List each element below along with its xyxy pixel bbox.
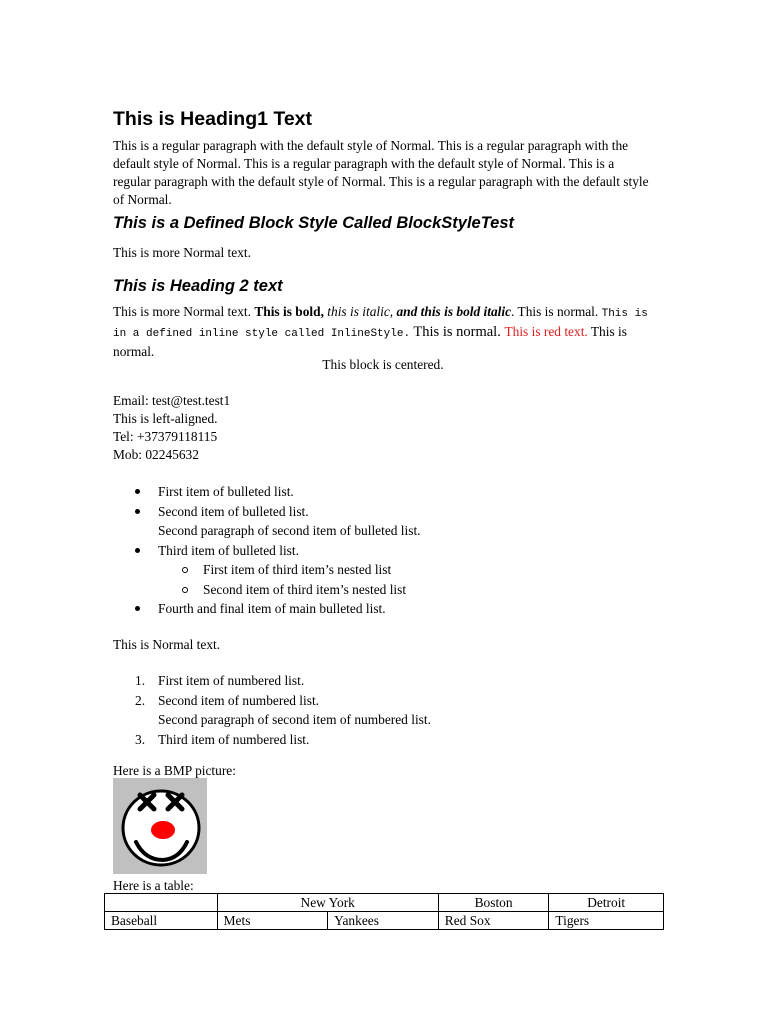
- table-cell: Yankees: [328, 912, 439, 930]
- bmp-label: Here is a BMP picture:: [113, 763, 236, 778]
- table-cell: Baseball: [105, 912, 218, 930]
- clown-face-icon: [113, 778, 207, 874]
- tel-line: Tel: +37379118115: [113, 429, 218, 444]
- block-style-heading: This is a Defined Block Style Called BlockStyleTest: [113, 214, 515, 232]
- bulleted-list: [113, 482, 673, 619]
- italic-run: this is italic,: [327, 304, 397, 319]
- centered-block: This block is centered.: [322, 357, 444, 372]
- bold-italic-run: and this is bold italic: [396, 304, 512, 319]
- left-aligned-line: This is left-aligned.: [113, 411, 218, 426]
- table-cell: [105, 894, 218, 912]
- circle-bullet-icon: [182, 587, 188, 593]
- list-item-text: First item of third item’s nested list: [203, 562, 392, 577]
- clown-face-image: [113, 778, 207, 874]
- contact-block: [113, 392, 230, 464]
- bullet-icon: [135, 548, 140, 553]
- numbered-list: [113, 671, 673, 749]
- list-item-text: Second item of third item’s nested list: [203, 581, 407, 597]
- heading2: This is Heading 2 text: [113, 277, 283, 295]
- list-item-text: Second paragraph of second item of numbered list.: [158, 712, 431, 727]
- list-item-text: Fourth and final item of main bulleted list.: [158, 601, 386, 616]
- list-number: 3.: [135, 731, 146, 747]
- list-item: [113, 599, 673, 619]
- list-number: 2.: [135, 692, 146, 708]
- normal-run: This is more Normal text.: [113, 304, 255, 319]
- list-item-text: Third item of numbered list.: [158, 731, 310, 747]
- list-item: [113, 730, 673, 750]
- normal-run: This is normal.: [113, 324, 627, 359]
- table-cell: Detroit: [549, 894, 664, 912]
- nested-list-item: [113, 580, 673, 600]
- table-cell: New York: [217, 894, 438, 912]
- list-item: [113, 541, 673, 561]
- list-item: [113, 691, 673, 711]
- table-label: Here is a table:: [113, 878, 194, 893]
- mob-line: Mob: 02245632: [113, 447, 199, 462]
- list-item-text: First item of numbered list.: [158, 673, 305, 688]
- inline-style-run: This is in a defined inline style called InlineStyle.: [113, 308, 648, 340]
- circle-bullet-icon: [182, 567, 188, 573]
- data-table: [104, 893, 664, 930]
- list-item: [113, 502, 673, 522]
- bullet-icon: [135, 606, 140, 611]
- table-cell: Mets: [217, 912, 328, 930]
- list-item: [113, 671, 673, 691]
- bullet-icon: [135, 509, 140, 514]
- heading1: This is Heading1 Text: [113, 108, 313, 130]
- table-row: [105, 912, 664, 930]
- table-cell: Tigers: [549, 912, 664, 930]
- list-number: 1.: [135, 673, 146, 688]
- more-normal-text: This is more Normal text.: [113, 245, 251, 260]
- table-row: [105, 894, 664, 912]
- email-line: Email: test@test.test1: [113, 393, 231, 408]
- normal-run: This is normal.: [410, 324, 505, 340]
- list-item: [113, 482, 673, 502]
- list-item-text: First item of bulleted list.: [158, 484, 294, 499]
- list-item-paragraph: [113, 521, 673, 541]
- list-item-paragraph: [113, 710, 673, 730]
- list-item-text: Second paragraph of second item of bulleted list.: [158, 523, 421, 538]
- list-item-text: Second item of bulleted list.: [158, 503, 309, 519]
- red-text-run: This is red text.: [504, 324, 588, 339]
- table-cell: Boston: [438, 894, 549, 912]
- normal-text: This is Normal text.: [113, 637, 221, 652]
- normal-paragraph: This is a regular paragraph with the default style of Normal. This is a regular paragraph with the default style of Normal. This is a regular paragraph with the default style of Normal. This is a regular paragraph with the default style of Normal. This is a regular paragraph with the default style of Normal.: [113, 138, 649, 207]
- list-item-text: Third item of bulleted list.: [158, 542, 299, 558]
- nested-list-item: [113, 560, 673, 580]
- normal-run: . This is normal.: [511, 304, 602, 319]
- list-item-text: Second item of numbered list.: [158, 692, 320, 708]
- table-cell: Red Sox: [438, 912, 549, 930]
- mixed-format-paragraph: [113, 303, 658, 361]
- bullet-icon: [135, 489, 140, 494]
- bold-run: This is bold,: [254, 304, 328, 319]
